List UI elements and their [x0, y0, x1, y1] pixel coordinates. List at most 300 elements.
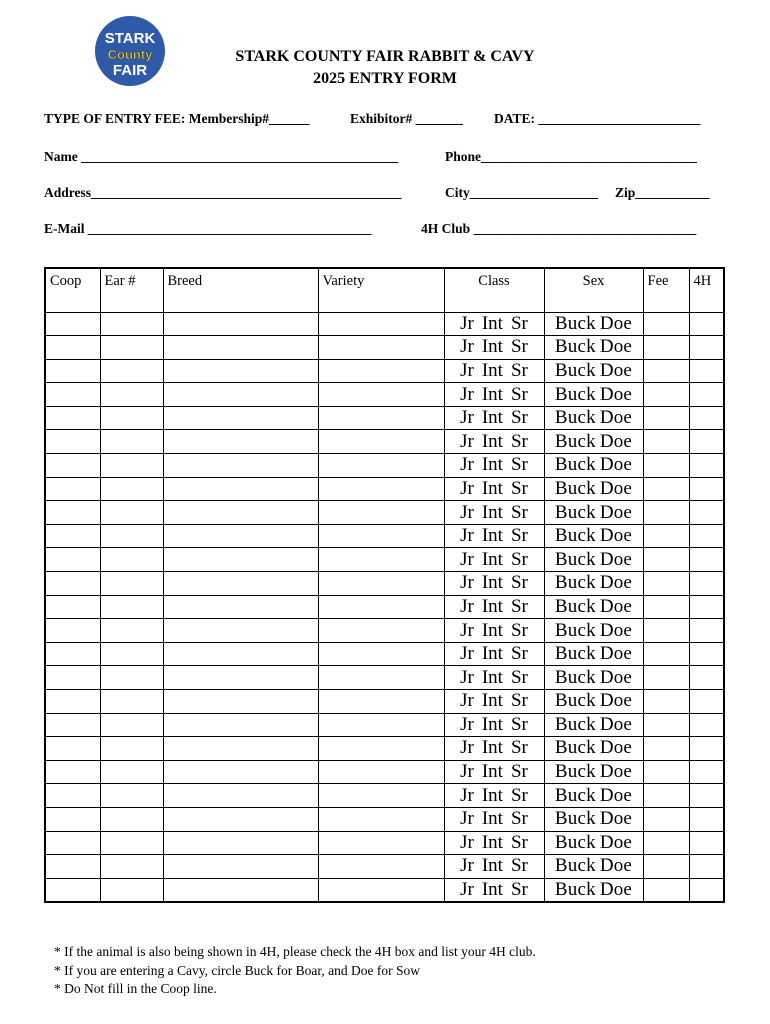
breed-cell[interactable] [163, 454, 318, 478]
class-option-int[interactable]: Int [481, 312, 503, 334]
class-option-sr[interactable]: Sr [510, 572, 528, 594]
sex-option-doe[interactable]: Doe [599, 831, 633, 853]
breed-cell[interactable] [163, 336, 318, 360]
4h-cell[interactable] [689, 807, 724, 831]
class-option-sr[interactable]: Sr [510, 784, 528, 806]
class-option-jr[interactable]: Jr [460, 501, 474, 523]
breed-cell[interactable] [163, 855, 318, 879]
sex-option-doe[interactable]: Doe [599, 477, 633, 499]
fee-cell[interactable] [643, 784, 689, 808]
variety-cell[interactable] [318, 548, 444, 572]
4h-cell[interactable] [689, 831, 724, 855]
ear-cell[interactable] [100, 359, 163, 383]
address-field[interactable]: Address______________________________________________ [44, 185, 402, 200]
class-option-sr[interactable]: Sr [510, 525, 528, 547]
sex-option-doe[interactable]: Doe [599, 713, 633, 735]
fee-cell[interactable] [643, 430, 689, 454]
class-option-sr[interactable]: Sr [510, 737, 528, 759]
class-option-sr[interactable]: Sr [510, 643, 528, 665]
class-option-int[interactable]: Int [481, 407, 503, 429]
class-option-sr[interactable]: Sr [510, 595, 528, 617]
ear-cell[interactable] [100, 336, 163, 360]
variety-cell[interactable] [318, 760, 444, 784]
ear-cell[interactable] [100, 312, 163, 336]
coop-cell[interactable] [45, 878, 100, 902]
sex-option-doe[interactable]: Doe [599, 619, 633, 641]
4h-cell[interactable] [689, 548, 724, 572]
class-option-sr[interactable]: Sr [510, 407, 528, 429]
breed-cell[interactable] [163, 784, 318, 808]
logo-stark-text: STARK [104, 30, 156, 47]
4h-cell[interactable] [689, 406, 724, 430]
class-option-int[interactable]: Int [481, 619, 503, 641]
breed-cell[interactable] [163, 548, 318, 572]
sex-option-doe[interactable]: Doe [599, 336, 633, 358]
table-row [45, 737, 724, 761]
class-option-jr[interactable]: Jr [460, 761, 474, 783]
breed-cell[interactable] [163, 737, 318, 761]
fee-cell[interactable] [643, 595, 689, 619]
variety-cell[interactable] [318, 619, 444, 643]
sex-option-doe[interactable]: Doe [599, 595, 633, 617]
variety-cell[interactable] [318, 855, 444, 879]
sex-option-buck[interactable]: Buck [554, 407, 596, 429]
variety-cell[interactable] [318, 406, 444, 430]
4h-cell[interactable] [689, 336, 724, 360]
exhibitor-field[interactable]: Exhibitor# _______ [350, 111, 463, 126]
4h-cell[interactable] [689, 878, 724, 902]
ear-cell[interactable] [100, 548, 163, 572]
class-option-jr[interactable]: Jr [460, 737, 474, 759]
sex-cell [544, 383, 643, 407]
ear-cell[interactable] [100, 454, 163, 478]
sex-option-buck[interactable]: Buck [554, 572, 596, 594]
ear-cell[interactable] [100, 619, 163, 643]
class-option-jr[interactable]: Jr [460, 359, 474, 381]
class-option-int[interactable]: Int [481, 572, 503, 594]
coop-cell[interactable] [45, 713, 100, 737]
ear-cell[interactable] [100, 878, 163, 902]
class-option-int[interactable]: Int [481, 737, 503, 759]
class-option-int[interactable]: Int [481, 454, 503, 476]
sex-option-doe[interactable]: Doe [599, 737, 633, 759]
coop-cell[interactable] [45, 548, 100, 572]
class-option-jr[interactable]: Jr [460, 383, 474, 405]
ear-cell[interactable] [100, 524, 163, 548]
breed-cell[interactable] [163, 524, 318, 548]
sex-cell [544, 807, 643, 831]
class-option-sr[interactable]: Sr [510, 619, 528, 641]
coop-cell[interactable] [45, 690, 100, 714]
fee-cell[interactable] [643, 336, 689, 360]
table-row [45, 784, 724, 808]
class-option-int[interactable]: Int [481, 525, 503, 547]
class-option-int[interactable]: Int [481, 643, 503, 665]
class-option-int[interactable]: Int [481, 383, 503, 405]
class-option-sr[interactable]: Sr [510, 312, 528, 334]
coop-cell[interactable] [45, 359, 100, 383]
class-option-sr[interactable]: Sr [510, 831, 528, 853]
variety-cell[interactable] [318, 524, 444, 548]
class-option-sr[interactable]: Sr [510, 879, 528, 901]
sex-option-doe[interactable]: Doe [599, 879, 633, 901]
class-option-int[interactable]: Int [481, 855, 503, 877]
coop-cell[interactable] [45, 855, 100, 879]
class-option-jr[interactable]: Jr [460, 643, 474, 665]
fee-cell[interactable] [643, 454, 689, 478]
4h-cell[interactable] [689, 619, 724, 643]
class-option-sr[interactable]: Sr [510, 666, 528, 688]
class-option-sr[interactable]: Sr [510, 855, 528, 877]
4h-cell[interactable] [689, 737, 724, 761]
sex-option-buck[interactable]: Buck [554, 454, 596, 476]
4h-cell[interactable] [689, 666, 724, 690]
sex-option-doe[interactable]: Doe [599, 548, 633, 570]
sex-option-doe[interactable]: Doe [599, 643, 633, 665]
fee-cell[interactable] [643, 477, 689, 501]
variety-cell[interactable] [318, 454, 444, 478]
fee-cell[interactable] [643, 737, 689, 761]
fee-cell[interactable] [643, 524, 689, 548]
sex-option-doe[interactable]: Doe [599, 383, 633, 405]
breed-cell[interactable] [163, 477, 318, 501]
variety-cell[interactable] [318, 572, 444, 596]
class-option-jr[interactable]: Jr [460, 430, 474, 452]
ear-cell[interactable] [100, 713, 163, 737]
variety-cell[interactable] [318, 477, 444, 501]
class-option-jr[interactable]: Jr [460, 572, 474, 594]
class-option-sr[interactable]: Sr [510, 501, 528, 523]
fee-cell[interactable] [643, 619, 689, 643]
variety-cell[interactable] [318, 359, 444, 383]
4h-cell[interactable] [689, 713, 724, 737]
sex-option-doe[interactable]: Doe [599, 407, 633, 429]
coop-cell[interactable] [45, 454, 100, 478]
class-option-sr[interactable]: Sr [510, 430, 528, 452]
variety-cell[interactable] [318, 383, 444, 407]
class-option-jr[interactable]: Jr [460, 713, 474, 735]
class-option-int[interactable]: Int [481, 359, 503, 381]
sex-option-buck[interactable]: Buck [554, 619, 596, 641]
class-option-jr[interactable]: Jr [460, 336, 474, 358]
class-option-int[interactable]: Int [481, 713, 503, 735]
class-option-int[interactable]: Int [481, 808, 503, 830]
4h-cell[interactable] [689, 784, 724, 808]
sex-option-buck[interactable]: Buck [554, 831, 596, 853]
class-cell [444, 406, 544, 430]
sex-option-buck[interactable]: Buck [554, 666, 596, 688]
4h-cell[interactable] [689, 690, 724, 714]
coop-cell[interactable] [45, 336, 100, 360]
ear-cell[interactable] [100, 430, 163, 454]
sex-option-doe[interactable]: Doe [599, 430, 633, 452]
class-option-sr[interactable]: Sr [510, 359, 528, 381]
table-row [45, 383, 724, 407]
coop-cell[interactable] [45, 760, 100, 784]
coop-cell[interactable] [45, 807, 100, 831]
fee-cell[interactable] [643, 359, 689, 383]
sex-option-doe[interactable]: Doe [599, 525, 633, 547]
class-option-int[interactable]: Int [481, 831, 503, 853]
sex-option-doe[interactable]: Doe [599, 855, 633, 877]
breed-cell[interactable] [163, 430, 318, 454]
variety-cell[interactable] [318, 595, 444, 619]
sex-option-buck[interactable]: Buck [554, 383, 596, 405]
class-option-jr[interactable]: Jr [460, 525, 474, 547]
sex-option-doe[interactable]: Doe [599, 784, 633, 806]
sex-option-buck[interactable]: Buck [554, 312, 596, 334]
coop-cell[interactable] [45, 430, 100, 454]
coop-cell[interactable] [45, 501, 100, 525]
sex-option-buck[interactable]: Buck [554, 713, 596, 735]
breed-cell[interactable] [163, 572, 318, 596]
ear-cell[interactable] [100, 383, 163, 407]
breed-cell[interactable] [163, 406, 318, 430]
class-option-jr[interactable]: Jr [460, 879, 474, 901]
variety-cell[interactable] [318, 878, 444, 902]
variety-cell[interactable] [318, 831, 444, 855]
4h-cell[interactable] [689, 454, 724, 478]
coop-cell[interactable] [45, 524, 100, 548]
variety-cell[interactable] [318, 690, 444, 714]
fee-cell[interactable] [643, 713, 689, 737]
class-option-jr[interactable]: Jr [460, 831, 474, 853]
breed-cell[interactable] [163, 312, 318, 336]
fee-cell[interactable] [643, 831, 689, 855]
4h-cell[interactable] [689, 595, 724, 619]
4h-cell[interactable] [689, 524, 724, 548]
class-option-jr[interactable]: Jr [460, 855, 474, 877]
class-option-int[interactable]: Int [481, 548, 503, 570]
variety-cell[interactable] [318, 784, 444, 808]
class-option-sr[interactable]: Sr [510, 477, 528, 499]
class-cell [444, 619, 544, 643]
ear-cell[interactable] [100, 737, 163, 761]
class-option-sr[interactable]: Sr [510, 713, 528, 735]
sex-option-buck[interactable]: Buck [554, 477, 596, 499]
coop-cell[interactable] [45, 572, 100, 596]
4h-cell[interactable] [689, 383, 724, 407]
ear-cell[interactable] [100, 807, 163, 831]
class-option-sr[interactable]: Sr [510, 548, 528, 570]
variety-cell[interactable] [318, 336, 444, 360]
ear-cell[interactable] [100, 642, 163, 666]
fee-cell[interactable] [643, 312, 689, 336]
sex-option-buck[interactable]: Buck [554, 808, 596, 830]
ear-cell[interactable] [100, 572, 163, 596]
sex-option-buck[interactable]: Buck [554, 643, 596, 665]
fee-cell[interactable] [643, 807, 689, 831]
fee-cell[interactable] [643, 666, 689, 690]
breed-cell[interactable] [163, 807, 318, 831]
sex-option-doe[interactable]: Doe [599, 666, 633, 688]
fee-cell[interactable] [643, 760, 689, 784]
ear-cell[interactable] [100, 690, 163, 714]
phone-field[interactable]: Phone________________________________ [445, 149, 698, 164]
class-option-int[interactable]: Int [481, 666, 503, 688]
city-field[interactable]: City___________________ [445, 185, 598, 200]
sex-option-buck[interactable]: Buck [554, 359, 596, 381]
class-option-jr[interactable]: Jr [460, 690, 474, 712]
4h-cell[interactable] [689, 312, 724, 336]
ear-cell[interactable] [100, 406, 163, 430]
breed-cell[interactable] [163, 595, 318, 619]
breed-cell[interactable] [163, 383, 318, 407]
variety-cell[interactable] [318, 737, 444, 761]
class-option-int[interactable]: Int [481, 501, 503, 523]
variety-cell[interactable] [318, 807, 444, 831]
coop-cell[interactable] [45, 642, 100, 666]
sex-option-buck[interactable]: Buck [554, 855, 596, 877]
date-field[interactable]: DATE: ________________________ [494, 111, 701, 126]
breed-cell[interactable] [163, 619, 318, 643]
4h-club-field[interactable]: 4H Club _________________________________ [421, 221, 697, 236]
entry-fee-field[interactable]: TYPE OF ENTRY FEE: Membership#______ [44, 111, 310, 126]
coop-cell[interactable] [45, 406, 100, 430]
sex-option-buck[interactable]: Buck [554, 761, 596, 783]
class-option-sr[interactable]: Sr [510, 808, 528, 830]
sex-cell [544, 690, 643, 714]
note-coop: * Do Not fill in the Coop line. [54, 981, 217, 996]
class-option-int[interactable]: Int [481, 477, 503, 499]
sex-option-doe[interactable]: Doe [599, 312, 633, 334]
4h-cell[interactable] [689, 642, 724, 666]
4h-cell[interactable] [689, 501, 724, 525]
email-field[interactable]: E-Mail __________________________________________ [44, 221, 372, 236]
ear-cell[interactable] [100, 760, 163, 784]
class-option-int[interactable]: Int [481, 430, 503, 452]
col-header-breed: Breed [163, 268, 318, 312]
variety-cell[interactable] [318, 642, 444, 666]
coop-cell[interactable] [45, 383, 100, 407]
sex-cell [544, 831, 643, 855]
class-option-int[interactable]: Int [481, 336, 503, 358]
class-option-sr[interactable]: Sr [510, 383, 528, 405]
sex-option-doe[interactable]: Doe [599, 359, 633, 381]
coop-cell[interactable] [45, 477, 100, 501]
class-option-jr[interactable]: Jr [460, 808, 474, 830]
ear-cell[interactable] [100, 855, 163, 879]
coop-cell[interactable] [45, 784, 100, 808]
4h-cell[interactable] [689, 760, 724, 784]
sex-option-doe[interactable]: Doe [599, 572, 633, 594]
breed-cell[interactable] [163, 713, 318, 737]
coop-cell[interactable] [45, 666, 100, 690]
coop-cell[interactable] [45, 312, 100, 336]
breed-cell[interactable] [163, 831, 318, 855]
sex-option-doe[interactable]: Doe [599, 454, 633, 476]
class-option-jr[interactable]: Jr [460, 454, 474, 476]
class-option-jr[interactable]: Jr [460, 619, 474, 641]
class-option-sr[interactable]: Sr [510, 690, 528, 712]
4h-cell[interactable] [689, 359, 724, 383]
ear-cell[interactable] [100, 501, 163, 525]
sex-option-buck[interactable]: Buck [554, 595, 596, 617]
class-cell [444, 595, 544, 619]
name-field[interactable]: Name _______________________________________________ [44, 149, 399, 164]
ear-cell[interactable] [100, 831, 163, 855]
fee-cell[interactable] [643, 383, 689, 407]
breed-cell[interactable] [163, 760, 318, 784]
class-option-int[interactable]: Int [481, 879, 503, 901]
footnotes [54, 943, 536, 999]
variety-cell[interactable] [318, 501, 444, 525]
class-option-sr[interactable]: Sr [510, 336, 528, 358]
variety-cell[interactable] [318, 713, 444, 737]
sex-option-buck[interactable]: Buck [554, 525, 596, 547]
fee-cell[interactable] [643, 572, 689, 596]
sex-option-buck[interactable]: Buck [554, 784, 596, 806]
sex-option-doe[interactable]: Doe [599, 808, 633, 830]
class-option-int[interactable]: Int [481, 784, 503, 806]
variety-cell[interactable] [318, 666, 444, 690]
ear-cell[interactable] [100, 784, 163, 808]
sex-option-buck[interactable]: Buck [554, 336, 596, 358]
fee-cell[interactable] [643, 855, 689, 879]
fee-cell[interactable] [643, 548, 689, 572]
coop-cell[interactable] [45, 831, 100, 855]
breed-cell[interactable] [163, 690, 318, 714]
fee-cell[interactable] [643, 878, 689, 902]
4h-cell[interactable] [689, 572, 724, 596]
fee-cell[interactable] [643, 406, 689, 430]
class-option-int[interactable]: Int [481, 690, 503, 712]
sex-option-buck[interactable]: Buck [554, 737, 596, 759]
variety-cell[interactable] [318, 312, 444, 336]
breed-cell[interactable] [163, 642, 318, 666]
breed-cell[interactable] [163, 878, 318, 902]
coop-cell[interactable] [45, 619, 100, 643]
4h-cell[interactable] [689, 430, 724, 454]
class-option-sr[interactable]: Sr [510, 454, 528, 476]
class-option-jr[interactable]: Jr [460, 666, 474, 688]
sex-option-buck[interactable]: Buck [554, 430, 596, 452]
ear-cell[interactable] [100, 666, 163, 690]
sex-option-doe[interactable]: Doe [599, 690, 633, 712]
fee-cell[interactable] [643, 642, 689, 666]
class-option-jr[interactable]: Jr [460, 784, 474, 806]
ear-cell[interactable] [100, 477, 163, 501]
class-option-jr[interactable]: Jr [460, 312, 474, 334]
variety-cell[interactable] [318, 430, 444, 454]
class-option-jr[interactable]: Jr [460, 477, 474, 499]
breed-cell[interactable] [163, 501, 318, 525]
fee-cell[interactable] [643, 501, 689, 525]
fee-cell[interactable] [643, 690, 689, 714]
sex-option-buck[interactable]: Buck [554, 548, 596, 570]
class-option-sr[interactable]: Sr [510, 761, 528, 783]
class-option-jr[interactable]: Jr [460, 595, 474, 617]
logo-county-text: County [107, 47, 153, 62]
4h-cell[interactable] [689, 477, 724, 501]
4h-cell[interactable] [689, 855, 724, 879]
sex-option-doe[interactable]: Doe [599, 501, 633, 523]
breed-cell[interactable] [163, 666, 318, 690]
sex-option-buck[interactable]: Buck [554, 879, 596, 901]
ear-cell[interactable] [100, 595, 163, 619]
class-option-jr[interactable]: Jr [460, 407, 474, 429]
coop-cell[interactable] [45, 737, 100, 761]
sex-option-buck[interactable]: Buck [554, 501, 596, 523]
class-option-jr[interactable]: Jr [460, 548, 474, 570]
sex-option-buck[interactable]: Buck [554, 690, 596, 712]
coop-cell[interactable] [45, 595, 100, 619]
breed-cell[interactable] [163, 359, 318, 383]
sex-option-doe[interactable]: Doe [599, 761, 633, 783]
zip-field[interactable]: Zip___________ [615, 185, 710, 200]
class-option-int[interactable]: Int [481, 595, 503, 617]
class-option-int[interactable]: Int [481, 761, 503, 783]
